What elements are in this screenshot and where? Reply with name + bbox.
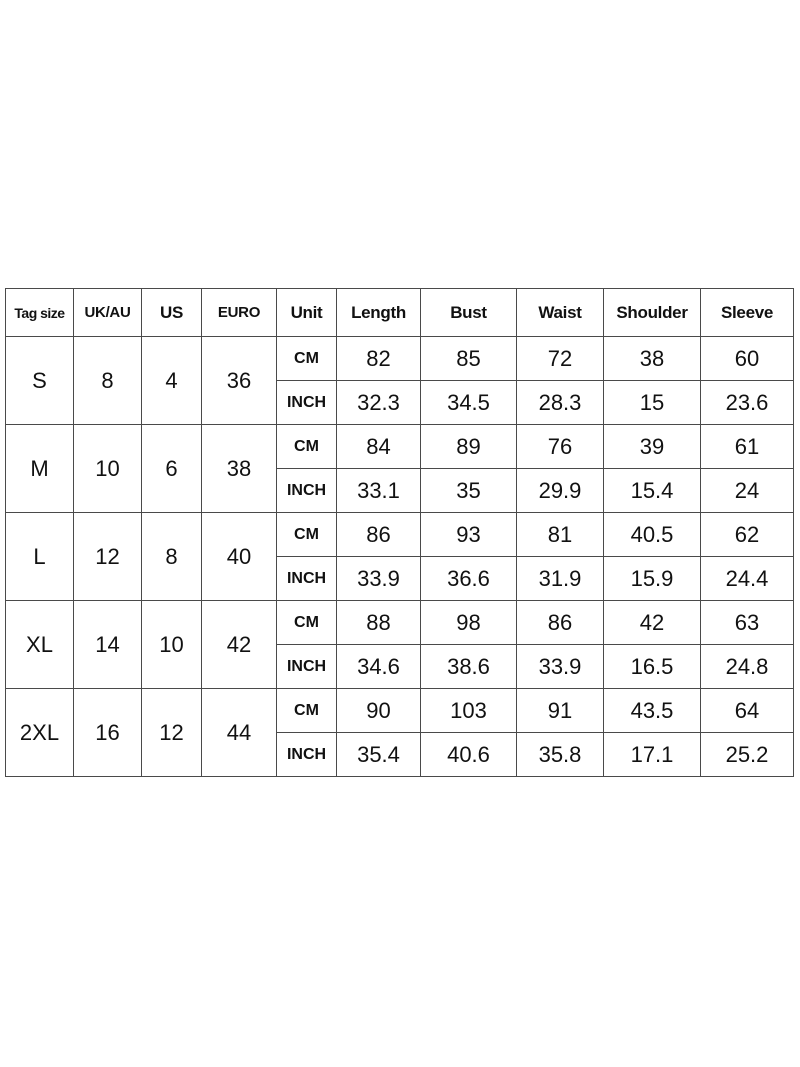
header-bust: Bust <box>421 289 517 337</box>
shoulder-cell: 15.9 <box>604 557 701 601</box>
length-cell: 88 <box>337 601 421 645</box>
sleeve-cell: 62 <box>701 513 794 557</box>
size-chart-table <box>5 288 794 777</box>
us-cell: 6 <box>142 425 202 513</box>
waist-cell: 28.3 <box>517 381 604 425</box>
shoulder-cell: 43.5 <box>604 689 701 733</box>
tag-size-cell: M <box>6 425 74 513</box>
header-waist: Waist <box>517 289 604 337</box>
length-cell: 82 <box>337 337 421 381</box>
euro-cell: 42 <box>202 601 277 689</box>
waist-cell: 86 <box>517 601 604 645</box>
waist-cell: 81 <box>517 513 604 557</box>
length-cell: 33.9 <box>337 557 421 601</box>
tag-size-cell: L <box>6 513 74 601</box>
us-cell: 4 <box>142 337 202 425</box>
header-tag-size: Tag size <box>6 289 74 337</box>
unit-cell: INCH <box>277 469 337 513</box>
uk-au-cell: 16 <box>74 689 142 777</box>
uk-au-cell: 8 <box>74 337 142 425</box>
waist-cell: 91 <box>517 689 604 733</box>
unit-cell: CM <box>277 337 337 381</box>
waist-cell: 76 <box>517 425 604 469</box>
euro-cell: 44 <box>202 689 277 777</box>
euro-cell: 38 <box>202 425 277 513</box>
header-length: Length <box>337 289 421 337</box>
us-cell: 8 <box>142 513 202 601</box>
length-cell: 84 <box>337 425 421 469</box>
bust-cell: 36.6 <box>421 557 517 601</box>
sleeve-cell: 23.6 <box>701 381 794 425</box>
bust-cell: 98 <box>421 601 517 645</box>
unit-cell: INCH <box>277 645 337 689</box>
waist-cell: 31.9 <box>517 557 604 601</box>
sleeve-cell: 24.8 <box>701 645 794 689</box>
unit-cell: CM <box>277 513 337 557</box>
shoulder-cell: 40.5 <box>604 513 701 557</box>
euro-cell: 36 <box>202 337 277 425</box>
bust-cell: 34.5 <box>421 381 517 425</box>
bust-cell: 40.6 <box>421 733 517 777</box>
sleeve-cell: 61 <box>701 425 794 469</box>
uk-au-cell: 14 <box>74 601 142 689</box>
unit-cell: INCH <box>277 733 337 777</box>
sleeve-cell: 60 <box>701 337 794 381</box>
size-row-cm <box>6 425 794 469</box>
waist-cell: 29.9 <box>517 469 604 513</box>
tag-size-cell: XL <box>6 601 74 689</box>
tag-size-cell: S <box>6 337 74 425</box>
shoulder-cell: 15.4 <box>604 469 701 513</box>
tag-size-cell: 2XL <box>6 689 74 777</box>
shoulder-cell: 17.1 <box>604 733 701 777</box>
bust-cell: 103 <box>421 689 517 733</box>
unit-cell: INCH <box>277 557 337 601</box>
length-cell: 32.3 <box>337 381 421 425</box>
shoulder-cell: 39 <box>604 425 701 469</box>
sleeve-cell: 64 <box>701 689 794 733</box>
size-row-cm <box>6 337 794 381</box>
header-us: US <box>142 289 202 337</box>
euro-cell: 40 <box>202 513 277 601</box>
waist-cell: 72 <box>517 337 604 381</box>
shoulder-cell: 15 <box>604 381 701 425</box>
us-cell: 10 <box>142 601 202 689</box>
header-sleeve: Sleeve <box>701 289 794 337</box>
shoulder-cell: 16.5 <box>604 645 701 689</box>
unit-cell: CM <box>277 601 337 645</box>
bust-cell: 93 <box>421 513 517 557</box>
header-unit: Unit <box>277 289 337 337</box>
uk-au-cell: 12 <box>74 513 142 601</box>
header-euro: EURO <box>202 289 277 337</box>
waist-cell: 35.8 <box>517 733 604 777</box>
bust-cell: 85 <box>421 337 517 381</box>
waist-cell: 33.9 <box>517 645 604 689</box>
header-row <box>6 289 794 337</box>
bust-cell: 35 <box>421 469 517 513</box>
shoulder-cell: 38 <box>604 337 701 381</box>
unit-cell: CM <box>277 425 337 469</box>
length-cell: 90 <box>337 689 421 733</box>
size-row-cm <box>6 689 794 733</box>
unit-cell: CM <box>277 689 337 733</box>
length-cell: 34.6 <box>337 645 421 689</box>
sleeve-cell: 63 <box>701 601 794 645</box>
length-cell: 86 <box>337 513 421 557</box>
bust-cell: 38.6 <box>421 645 517 689</box>
shoulder-cell: 42 <box>604 601 701 645</box>
header-shoulder: Shoulder <box>604 289 701 337</box>
sleeve-cell: 24 <box>701 469 794 513</box>
size-row-cm <box>6 601 794 645</box>
size-row-cm <box>6 513 794 557</box>
sleeve-cell: 24.4 <box>701 557 794 601</box>
header-uk-au: UK/AU <box>74 289 142 337</box>
length-cell: 33.1 <box>337 469 421 513</box>
us-cell: 12 <box>142 689 202 777</box>
bust-cell: 89 <box>421 425 517 469</box>
sleeve-cell: 25.2 <box>701 733 794 777</box>
uk-au-cell: 10 <box>74 425 142 513</box>
length-cell: 35.4 <box>337 733 421 777</box>
unit-cell: INCH <box>277 381 337 425</box>
